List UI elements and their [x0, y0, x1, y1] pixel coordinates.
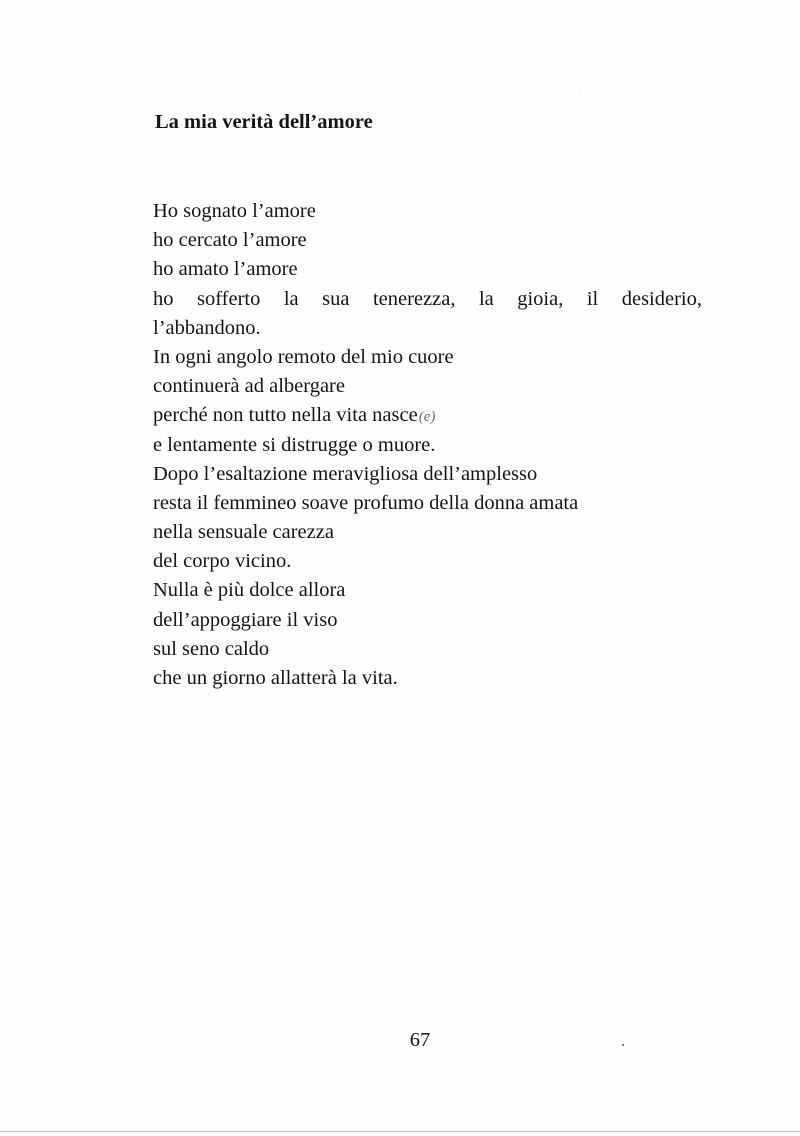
poem-line: nella sensuale carezza: [153, 521, 334, 544]
poem-word: gioia,: [517, 287, 564, 310]
poem-word: sua: [322, 287, 350, 310]
poem-word: ho: [153, 287, 174, 310]
poem-body: [153, 197, 702, 693]
poem-line: resta il femmineo soave profumo della donna amata: [153, 491, 579, 514]
poem-word: la: [283, 287, 299, 310]
poem-line-corrected: [153, 401, 702, 430]
poem-line: Nulla è più dolce allora: [153, 579, 346, 602]
poem-word: tenerezza,: [372, 287, 456, 310]
poem-title: La mia verità dell’amore: [155, 111, 373, 133]
scan-speck: [580, 90, 581, 91]
poem-word: desiderio,: [621, 287, 702, 310]
poem-line: In ogni angolo remoto del mio cuore: [153, 345, 454, 368]
poem-line: dell’appoggiare il viso: [153, 608, 338, 631]
poem-line: del corpo vicino.: [153, 550, 292, 573]
poem-line: ho cercato l’amore: [153, 229, 307, 252]
poem-line: ho amato l’amore: [153, 258, 298, 281]
poem-word: il: [586, 287, 599, 310]
poem-word: sofferto: [196, 287, 261, 310]
poem-line: sul seno caldo: [153, 637, 270, 660]
poem-line-text: perché non tutto nella vita nasce: [153, 404, 418, 427]
poem-line: Dopo l’esaltazione meravigliosa dell’amplesso: [153, 462, 538, 485]
poem-line: e lentamente si distrugge o muore.: [153, 433, 436, 456]
scan-edge-line: [0, 1131, 800, 1132]
handwritten-correction: (e): [418, 409, 436, 426]
poem-line: Ho sognato l’amore: [153, 200, 316, 222]
poem-line: l’abbandono.: [153, 316, 261, 339]
scan-speck: [622, 1044, 624, 1046]
poem-word: la: [478, 287, 494, 310]
poem-line-justified: [153, 285, 702, 314]
poem-line: continuerà ad albergare: [153, 375, 345, 398]
poem-line: che un giorno allatterà la vita.: [153, 667, 398, 689]
page-number: 67: [409, 1029, 431, 1051]
